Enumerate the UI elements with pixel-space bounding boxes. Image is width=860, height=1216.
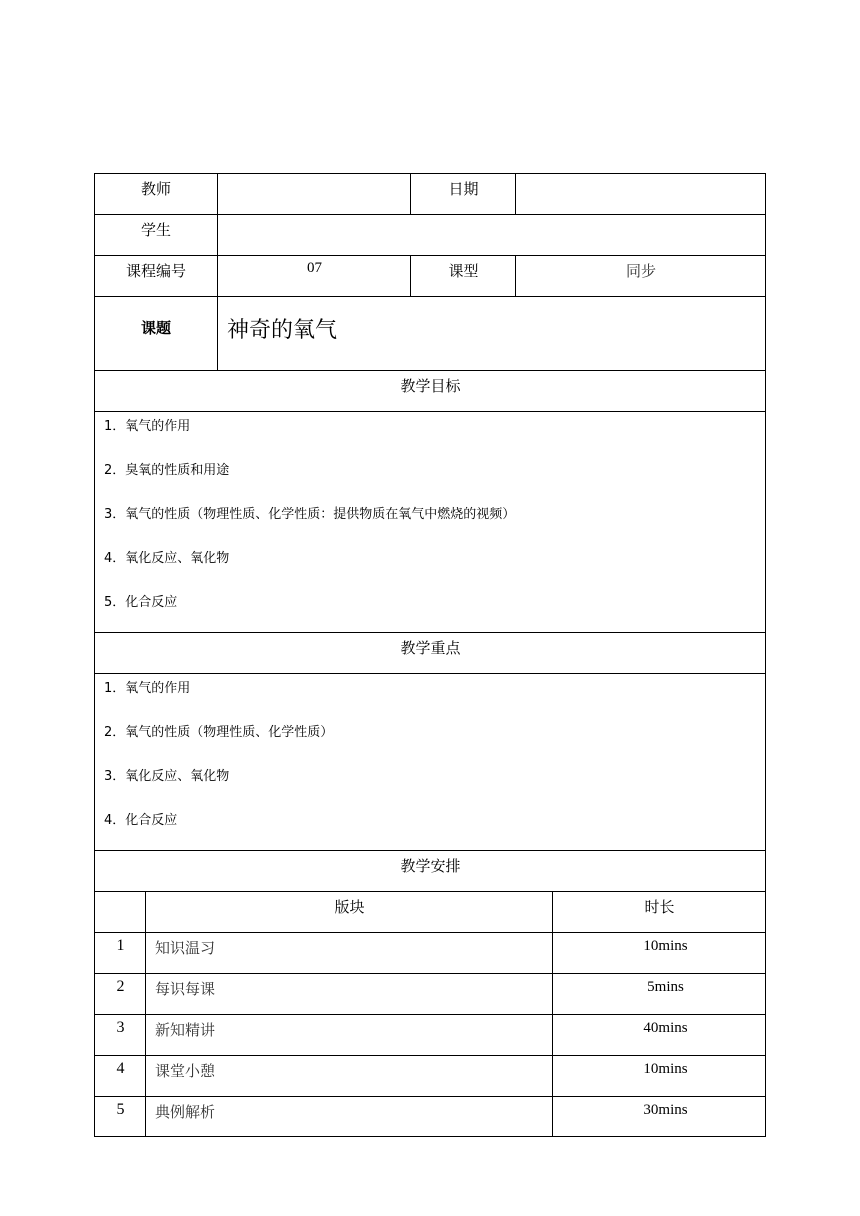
list-item: 1．氧气的作用 — [104, 681, 191, 696]
table-row-number: 1 — [95, 932, 146, 973]
list-item: 4．氧化反应、氧化物 — [104, 551, 230, 566]
schedule-title: 教学安排 — [95, 850, 766, 891]
table-row-number: 3 — [95, 1014, 146, 1055]
student-label: 学生 — [95, 214, 217, 255]
table-row-number: 2 — [95, 973, 146, 1014]
list-item: 2．氧气的性质（物理性质、化学性质） — [104, 725, 334, 740]
list-item: 4．化合反应 — [104, 813, 178, 828]
table-row-block: 新知精讲 — [145, 1014, 553, 1055]
topic-label: 课题 — [95, 296, 217, 370]
table-row-duration: 30mins — [552, 1096, 766, 1136]
table-row-duration: 10mins — [552, 932, 766, 973]
table-row-block: 每识每课 — [145, 973, 553, 1014]
course-type-value: 同步 — [515, 255, 766, 296]
table-row-number: 4 — [95, 1055, 146, 1096]
list-item: 3．氧气的性质（物理性质、化学性质：提供物质在氧气中燃烧的视频） — [104, 507, 516, 522]
table-row-block: 典例解析 — [145, 1096, 553, 1136]
table-row-block: 课堂小憩 — [145, 1055, 553, 1096]
key-points-title: 教学重点 — [95, 632, 766, 673]
topic-value: 神奇的氧气 — [217, 296, 766, 370]
student-value — [217, 214, 766, 255]
table-row-duration: 10mins — [552, 1055, 766, 1096]
table-row-number: 5 — [95, 1096, 146, 1136]
teacher-label: 教师 — [140, 180, 171, 198]
table-row-duration: 40mins — [552, 1014, 766, 1055]
objectives-list — [95, 411, 766, 632]
course-number-label: 课程编号 — [95, 255, 217, 296]
key-points-list — [95, 673, 766, 850]
list-item: 1．氧气的作用 — [104, 419, 191, 434]
lesson-plan-table — [94, 173, 766, 1137]
list-item: 3．氧化反应、氧化物 — [104, 769, 230, 784]
list-item: 5．化合反应 — [104, 595, 178, 610]
table-row-block: 知识温习 — [145, 932, 553, 973]
date-label: 日期 — [410, 174, 516, 214]
objectives-title: 教学目标 — [95, 370, 766, 411]
schedule-block-header: 版块 — [145, 891, 553, 932]
schedule-no-header — [95, 891, 146, 932]
course-type-label: 课型 — [410, 255, 516, 296]
course-number-value: 07 — [217, 255, 411, 296]
teacher-value — [217, 174, 411, 214]
list-item: 2．臭氧的性质和用途 — [104, 463, 230, 478]
table-row-duration: 5mins — [552, 973, 766, 1014]
date-value — [515, 174, 766, 214]
schedule-duration-header: 时长 — [552, 891, 766, 932]
